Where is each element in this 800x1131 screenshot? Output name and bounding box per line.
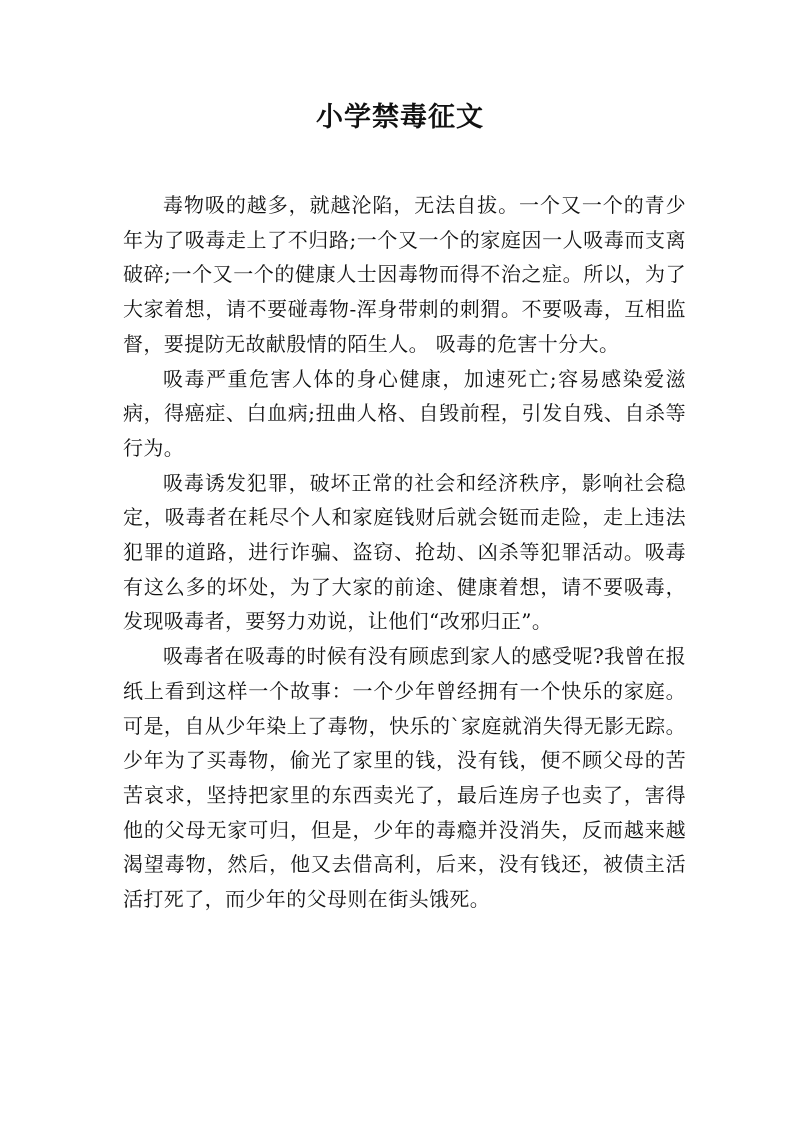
paragraph-2: 吸毒严重危害人体的身心健康，加速死亡;容易感染爱滋病，得癌症、白血病;扭曲人格、自毁前程，引发自残、自杀等行为。 (123, 366, 686, 460)
paragraph-4: 吸毒者在吸毒的时候有没有顾虑到家人的感受呢?我曾在报纸上看到这样一个故事：一个少年曾经拥有一个快乐的家庭。可是，自从少年染上了毒物，快乐的`家庭就消失得无影无踪。少年为了买毒物，偷光了家里的钱，没有钱，便不顾父母的苦苦哀求，坚持把家里的东西卖光了，最后连房子也卖了，害得他的父母无家可归，但是，少年的毒瘾并没消失，反而越来越渴望毒物，然后，他又去借高利，后来，没有钱还，被债主活活打死了，而少年的父母则在街头饿死。 (123, 644, 686, 912)
paragraph-3: 吸毒诱发犯罪，破坏正常的社会和经济秩序，影响社会稳定，吸毒者在耗尽个人和家庭钱财后就会铤而走险，走上违法犯罪的道路，进行诈骗、盗窃、抢劫、凶杀等犯罪活动。吸毒有这么多的坏处，为了大家的前途、健康着想，请不要吸毒，发现吸毒者，要努力劝说，让他们“改邪归正”。 (123, 470, 686, 634)
essay-body (123, 188, 686, 917)
page-title: 小学禁毒征文 (316, 102, 484, 133)
paragraph-1: 毒物吸的越多，就越沦陷，无法自拔。一个又一个的青少年为了吸毒走上了不归路;一个又一个的家庭因一人吸毒而支离破碎;一个又一个的健康人士因毒物而得不治之症。所以，为了大家着想，请不要碰毒物-浑身带刺的刺猬。不要吸毒，互相监督，要提防无故献殷情的陌生人。 吸毒的危害十分大。 (123, 193, 686, 356)
